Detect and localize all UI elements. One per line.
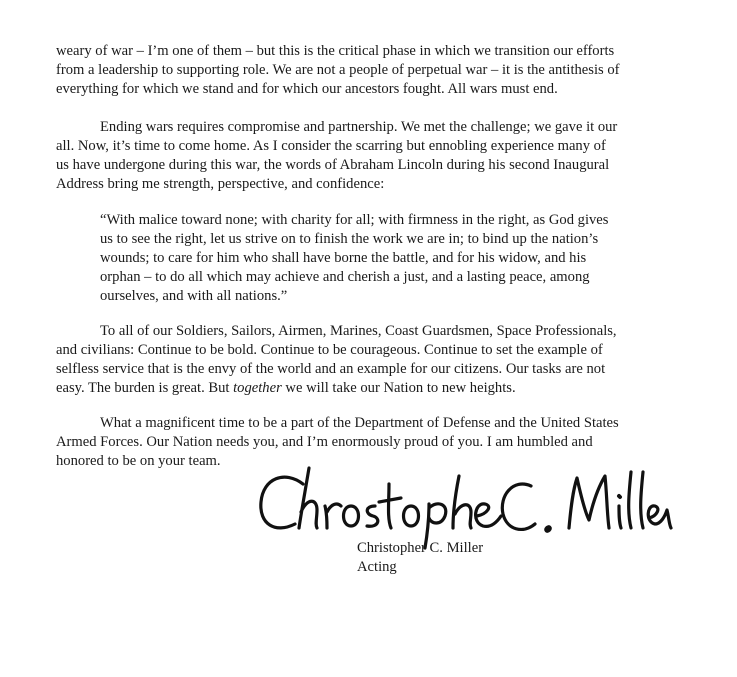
- text-fragment: we will take our Nation to new heights.: [281, 380, 516, 396]
- quote-line: “With malice toward none; with charity for all; with firmness in the right, as God gives: [100, 212, 609, 228]
- text-line: To all of our Soldiers, Sailors, Airmen, Marines, Coast Guardsmen, Space Professionals,: [100, 323, 617, 339]
- text-line: weary of war – I’m one of them – but this is the critical phase in which we transition our efforts: [56, 43, 615, 59]
- emphasis-text: together: [233, 380, 282, 396]
- text-line: honored to be on your team.: [56, 453, 221, 469]
- quote-line: wounds; to care for him who shall have borne the battle, and for his widow, and his: [100, 250, 587, 266]
- text-line: and civilians: Continue to be bold. Continue to be courageous. Continue to set the example of: [56, 342, 603, 358]
- signatory-title: Acting: [357, 559, 397, 575]
- text-line: Armed Forces. Our Nation needs you, and I’m enormously proud of you. I am humbled and: [56, 434, 593, 450]
- signatory-name: Christopher C. Miller: [357, 540, 484, 556]
- text-line: Ending wars requires compromise and partnership. We met the challenge; we gave it our: [100, 119, 618, 135]
- signature-block: [357, 539, 483, 577]
- paragraph-3: [56, 322, 696, 398]
- quote-line: us to see the right, let us strive on to finish the work we are in; to bind up the nation’s: [100, 231, 599, 247]
- text-line: from a leadership to supporting role. We are not a people of perpetual war – it is the antithesis of: [56, 62, 620, 78]
- text-line: What a magnificent time to be a part of the Department of Defense and the United States: [100, 415, 619, 431]
- text-line: all. Now, it’s time to come home. As I consider the scarring but ennobling experience many of: [56, 138, 606, 154]
- text-line: selfless service that is the envy of the world and an example for our citizens. Our tasks are not: [56, 361, 606, 377]
- paragraph-1: [56, 42, 696, 99]
- lincoln-quote: [100, 211, 660, 306]
- quote-line: orphan – to do all which may achieve and cherish a just, and a lasting peace, among: [100, 269, 590, 285]
- text-fragment: easy. The burden is great. But: [56, 380, 234, 396]
- text-line: us have undergone during this war, the words of Abraham Lincoln during his second Inaugural: [56, 157, 610, 173]
- text-line: [56, 379, 696, 398]
- quote-line: ourselves, and with all nations.”: [100, 288, 288, 304]
- paragraph-2: [56, 118, 696, 194]
- text-line: Address bring me strength, perspective, and confidence:: [56, 176, 385, 192]
- text-line: everything for which we stand and for which our ancestors fought. All wars must end.: [56, 81, 558, 97]
